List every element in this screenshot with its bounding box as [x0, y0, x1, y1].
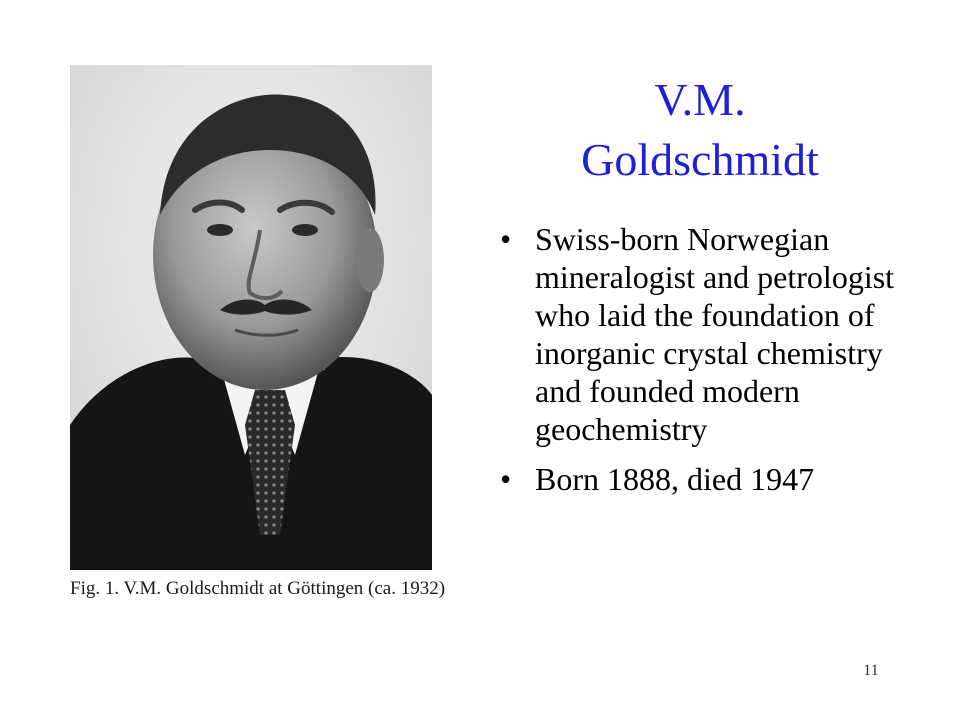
- bullet-marker: •: [500, 461, 512, 497]
- bullet-text: Born 1888, died 1947: [535, 461, 815, 497]
- title-line-2: Goldschmidt: [581, 134, 819, 185]
- bullet-list: [490, 220, 910, 510]
- photo-caption: Fig. 1. V.M. Goldschmidt at Göttingen (ca. 1932): [70, 578, 446, 599]
- slide-title: [480, 70, 920, 190]
- portrait-photo: [70, 65, 432, 570]
- bullet-item-dates: [490, 460, 910, 498]
- title-line-1: V.M.: [654, 74, 746, 125]
- portrait-image: [70, 65, 432, 570]
- bullet-item-description: [490, 220, 910, 448]
- bullet-marker: •: [500, 221, 512, 257]
- slide-number: 11: [863, 662, 879, 679]
- bullet-text: Swiss-born Norwegian mineralogist and petrologist who laid the foundation of inorganic crystal chemistry and founded modern geochemistry: [535, 221, 895, 447]
